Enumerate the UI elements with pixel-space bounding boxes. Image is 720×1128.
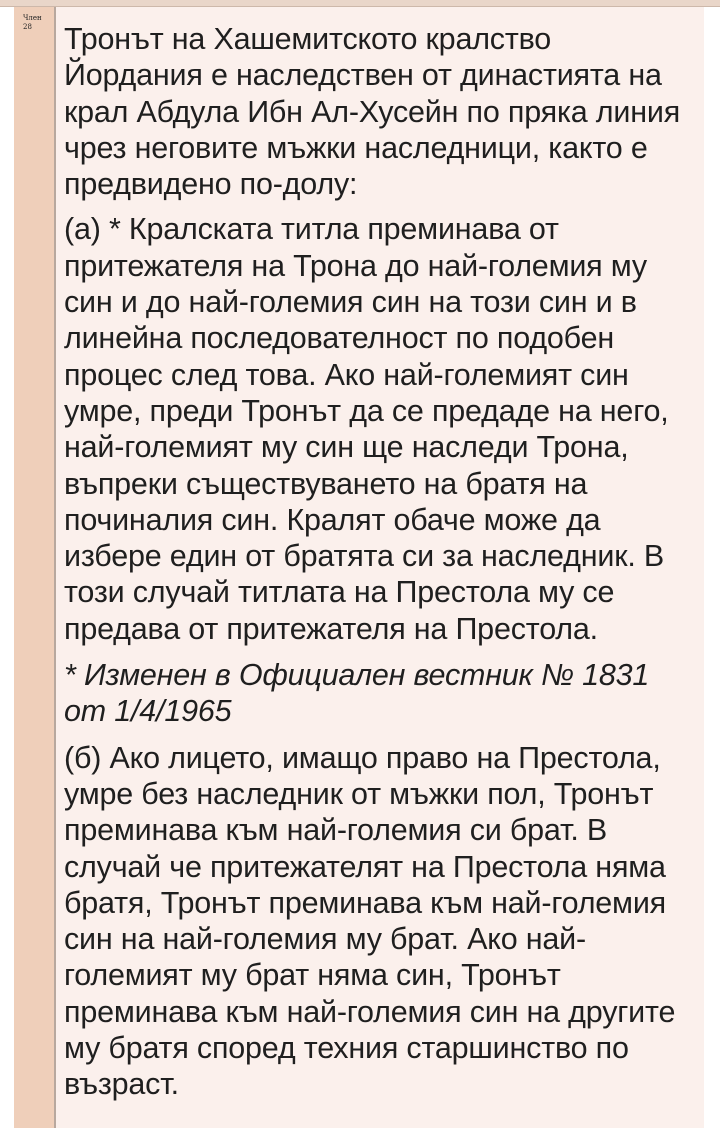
article-label-column xyxy=(14,7,54,1128)
article-number: 28 xyxy=(23,23,32,31)
article-label-word: Член xyxy=(23,14,42,22)
paragraph-a: (а) * Кралската титла преминава от притежателя на Трона до най-големия му син и до най-големия син на този син и в линейна последователност по подобен процес след това. Ако най-големият син умре, преди Тронът да се предаде на него, най-големият му син ще наследи Трона, въпреки съществуването на братя на починалия син. Кралят обаче може да избере един от братята си за наследник. В този случай титлата на Престола му се предава от притежателя на Престола. xyxy=(64,212,669,646)
article-label xyxy=(23,14,42,32)
article-content xyxy=(56,7,704,1128)
article-row xyxy=(14,7,704,1128)
paragraph-b: (б) Ако лицето, имащо право на Престола, умре без наследник от мъжки пол, Тронът преминава към най-големия си брат. В случай че притежателят на Престола няма братя, Тронът преминава към най-големия син на най-големия му брат. Ако най-големият му брат няма син, Тронът преминава към най-големия син на другите му братя според техния старшинство по възраст. xyxy=(64,740,676,1102)
paragraph-intro: Тронът на Хашемитското кралство Йордания е наследствен от династията на крал Абдула Ибн Ал-Хусейн по пряка линия чрез неговите мъжки наследници, както е предвидено по-долу: xyxy=(64,22,681,202)
amendment-note: * Изменен в Официален вестник № 1831 от 1/4/1965 xyxy=(64,658,650,729)
